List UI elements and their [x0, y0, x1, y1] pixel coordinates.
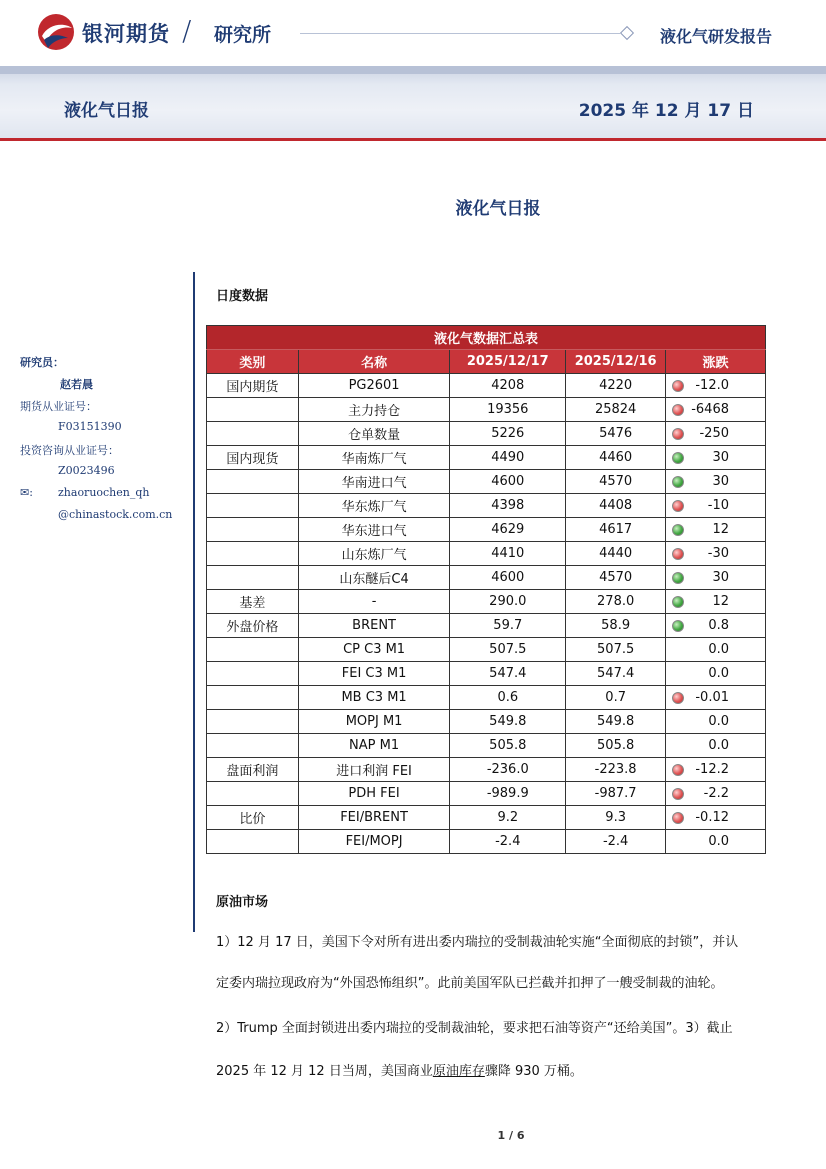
cell-name: MOPJ M1	[298, 710, 450, 734]
table-row	[207, 614, 766, 638]
paragraph-1-line-1: 1）12 月 17 日，美国下令对所有进出委内瑞拉的受制裁油轮实施“全面彻底的封锁”，并认	[216, 935, 739, 950]
green-dot-icon	[672, 524, 684, 536]
cell-change	[666, 374, 766, 398]
cell-value-previous: 547.4	[566, 662, 666, 686]
cell-category: 国内现货	[207, 446, 299, 470]
diamond-icon	[620, 26, 634, 40]
change-value: -12.2	[695, 762, 729, 777]
header-date-1: 2025/12/17	[450, 350, 566, 374]
cell-value-current: 5226	[450, 422, 566, 446]
futures-license: F03151390	[58, 420, 122, 433]
cell-value-current: -989.9	[450, 782, 566, 806]
cell-change	[666, 686, 766, 710]
change-value: -250	[699, 426, 729, 441]
green-dot-icon	[672, 476, 684, 488]
header-date-2: 2025/12/16	[566, 350, 666, 374]
change-value: -2.2	[703, 786, 729, 801]
cell-value-previous: 4570	[566, 566, 666, 590]
red-dot-icon	[672, 500, 684, 512]
cell-change	[666, 710, 766, 734]
cell-name: 山东醚后C4	[298, 566, 450, 590]
cell-value-previous: -223.8	[566, 758, 666, 782]
cell-name: MB C3 M1	[298, 686, 450, 710]
change-value: 12	[712, 594, 729, 609]
cell-name: BRENT	[298, 614, 450, 638]
paragraph-2-line-2-post: 骤降 930 万桶。	[484, 1064, 583, 1079]
cell-category	[207, 566, 299, 590]
cell-name: 华东炼厂气	[298, 494, 450, 518]
cell-name: 主力持仓	[298, 398, 450, 422]
cell-change	[666, 494, 766, 518]
cell-value-current: 4398	[450, 494, 566, 518]
cell-name: PG2601	[298, 374, 450, 398]
cell-value-current: 549.8	[450, 710, 566, 734]
cell-change	[666, 734, 766, 758]
cell-value-previous: 4570	[566, 470, 666, 494]
cell-value-previous: 4220	[566, 374, 666, 398]
cell-value-current: 4629	[450, 518, 566, 542]
red-dot-icon	[672, 764, 684, 776]
paragraph-2-line-2-pre: 2025 年 12 月 12 日当周，美国商业	[216, 1064, 433, 1079]
change-value: 30	[712, 474, 729, 489]
envelope-icon: ✉:	[20, 486, 33, 499]
change-value: 0.0	[708, 642, 729, 657]
green-dot-icon	[672, 596, 684, 608]
researcher-label: 研究员：	[20, 356, 64, 369]
change-value: 0.0	[708, 714, 729, 729]
table-row	[207, 758, 766, 782]
table-row	[207, 446, 766, 470]
cell-value-current: 59.7	[450, 614, 566, 638]
institute-name: 研究所	[214, 24, 272, 46]
page-number: 1 / 6	[497, 1129, 525, 1142]
cell-value-previous: 4617	[566, 518, 666, 542]
cell-category	[207, 830, 299, 854]
change-value: -12.0	[695, 378, 729, 393]
red-dot-icon	[672, 812, 684, 824]
cell-category	[207, 470, 299, 494]
galaxy-logo-icon	[36, 12, 76, 52]
cell-value-previous: 507.5	[566, 638, 666, 662]
red-dot-icon	[672, 380, 684, 392]
table-row	[207, 734, 766, 758]
cell-change	[666, 662, 766, 686]
cell-category	[207, 662, 299, 686]
table-row	[207, 806, 766, 830]
table-row	[207, 422, 766, 446]
cell-change	[666, 614, 766, 638]
lpg-summary-table	[206, 325, 766, 854]
consult-license: Z0023496	[58, 464, 115, 477]
band-title: 液化气日报	[64, 101, 149, 121]
cell-category	[207, 710, 299, 734]
cell-category	[207, 638, 299, 662]
red-dot-icon	[672, 428, 684, 440]
cell-value-previous: 505.8	[566, 734, 666, 758]
change-value: 0.8	[708, 618, 729, 633]
cell-change	[666, 422, 766, 446]
cell-value-previous: 4460	[566, 446, 666, 470]
cell-value-previous: 58.9	[566, 614, 666, 638]
cell-change	[666, 542, 766, 566]
cell-name: 进口利润 FEI	[298, 758, 450, 782]
cell-change	[666, 830, 766, 854]
table-row	[207, 398, 766, 422]
table-row	[207, 494, 766, 518]
section-heading-daily: 日度数据	[216, 289, 269, 304]
crude-inventory-link[interactable]: 原油库存	[432, 1064, 485, 1079]
cell-category: 盘面利润	[207, 758, 299, 782]
cell-name: CP C3 M1	[298, 638, 450, 662]
change-value: -6468	[691, 402, 729, 417]
header-name: 名称	[298, 350, 450, 374]
cell-category	[207, 542, 299, 566]
cell-name: FEI C3 M1	[298, 662, 450, 686]
researcher-name: 赵若晨	[60, 378, 93, 391]
cell-value-current: 547.4	[450, 662, 566, 686]
cell-value-previous: 5476	[566, 422, 666, 446]
cell-category	[207, 398, 299, 422]
cell-category	[207, 422, 299, 446]
cell-name: PDH FEI	[298, 782, 450, 806]
cell-change	[666, 782, 766, 806]
cell-change	[666, 470, 766, 494]
futures-license-label: 期货从业证号：	[20, 400, 97, 413]
lpg-summary-table-wrap	[206, 325, 766, 854]
cell-value-current: 290.0	[450, 590, 566, 614]
cell-category: 外盘价格	[207, 614, 299, 638]
cell-change	[666, 446, 766, 470]
cell-category	[207, 686, 299, 710]
consult-license-label: 投资咨询从业证号：	[20, 444, 119, 457]
cell-value-previous: 25824	[566, 398, 666, 422]
green-dot-icon	[672, 620, 684, 632]
cell-change	[666, 566, 766, 590]
cell-value-current: 4208	[450, 374, 566, 398]
cell-name: FEI/BRENT	[298, 806, 450, 830]
change-value: -30	[707, 546, 729, 561]
red-dot-icon	[672, 548, 684, 560]
band-top-stripe	[0, 66, 826, 74]
cell-value-previous: -987.7	[566, 782, 666, 806]
table-row	[207, 686, 766, 710]
email-line-2[interactable]: @chinastock.com.cn	[58, 508, 173, 521]
change-value: 30	[712, 570, 729, 585]
cell-value-current: 19356	[450, 398, 566, 422]
cell-change	[666, 518, 766, 542]
table-row	[207, 710, 766, 734]
cell-change	[666, 590, 766, 614]
report-type: 液化气研发报告	[659, 27, 772, 46]
cell-name: 仓单数量	[298, 422, 450, 446]
cell-category: 基差	[207, 590, 299, 614]
cell-category	[207, 494, 299, 518]
cell-category: 国内期货	[207, 374, 299, 398]
red-dot-icon	[672, 788, 684, 800]
header-rule	[300, 33, 620, 34]
red-dot-icon	[672, 692, 684, 704]
change-value: 0.0	[708, 834, 729, 849]
table-row	[207, 662, 766, 686]
cell-name: NAP M1	[298, 734, 450, 758]
table-row	[207, 590, 766, 614]
cell-change	[666, 758, 766, 782]
change-value: -10	[707, 498, 729, 513]
cell-name: 山东炼厂气	[298, 542, 450, 566]
cell-name: FEI/MOPJ	[298, 830, 450, 854]
cell-value-current: 4600	[450, 470, 566, 494]
red-dot-icon	[672, 404, 684, 416]
change-value: -0.01	[695, 690, 729, 705]
document-title: 液化气日报	[455, 199, 541, 219]
cell-name: -	[298, 590, 450, 614]
table-row	[207, 782, 766, 806]
table-row	[207, 830, 766, 854]
table-body	[207, 374, 766, 854]
table-row	[207, 542, 766, 566]
header-red-rule	[0, 138, 826, 141]
section-heading-crude: 原油市场	[216, 895, 269, 910]
cell-value-current: 4490	[450, 446, 566, 470]
green-dot-icon	[672, 452, 684, 464]
paragraph-2-line-2	[216, 1064, 781, 1080]
table-row	[207, 638, 766, 662]
cell-category	[207, 782, 299, 806]
change-value: 30	[712, 450, 729, 465]
cell-value-current: 507.5	[450, 638, 566, 662]
cell-value-current: 0.6	[450, 686, 566, 710]
cell-name: 华南进口气	[298, 470, 450, 494]
cell-value-previous: 0.7	[566, 686, 666, 710]
cell-value-current: -2.4	[450, 830, 566, 854]
green-dot-icon	[672, 572, 684, 584]
cell-change	[666, 638, 766, 662]
cell-category	[207, 518, 299, 542]
cell-change	[666, 398, 766, 422]
page-header	[0, 0, 826, 66]
change-value: 0.0	[708, 666, 729, 681]
cell-category: 比价	[207, 806, 299, 830]
table-row	[207, 374, 766, 398]
cell-value-previous: 549.8	[566, 710, 666, 734]
cell-value-current: 4410	[450, 542, 566, 566]
paragraph-1-line-2: 定委内瑞拉现政府为“外国恐怖组织”。此前美国军队已拦截并扣押了一艘受制裁的油轮。	[216, 976, 724, 991]
cell-value-current: 4600	[450, 566, 566, 590]
change-value: -0.12	[695, 810, 729, 825]
report-date: 2025 年 12 月 17 日	[578, 101, 754, 121]
cell-value-previous: -2.4	[566, 830, 666, 854]
table-row	[207, 518, 766, 542]
table-row	[207, 566, 766, 590]
header-category: 类别	[207, 350, 299, 374]
cell-name: 华南炼厂气	[298, 446, 450, 470]
change-value: 12	[712, 522, 729, 537]
email-line-1[interactable]: zhaoruochen_qh	[58, 486, 150, 499]
cell-value-previous: 278.0	[566, 590, 666, 614]
change-value: 0.0	[708, 738, 729, 753]
cell-value-previous: 9.3	[566, 806, 666, 830]
cell-category	[207, 734, 299, 758]
paragraph-2-line-1: 2）Trump 全面封锁进出委内瑞拉的受制裁油轮，要求把石油等资产“还给美国”。3）截止	[216, 1021, 733, 1036]
brand-name: 银河期货	[82, 22, 170, 46]
header-change: 涨跌	[666, 350, 766, 374]
cell-value-current: -236.0	[450, 758, 566, 782]
cell-name: 华东进口气	[298, 518, 450, 542]
table-row	[207, 470, 766, 494]
cell-value-previous: 4440	[566, 542, 666, 566]
cell-value-current: 505.8	[450, 734, 566, 758]
brand-divider: /	[182, 14, 192, 47]
cell-change	[666, 806, 766, 830]
table-title: 液化气数据汇总表	[207, 326, 766, 350]
cell-value-previous: 4408	[566, 494, 666, 518]
cell-value-current: 9.2	[450, 806, 566, 830]
sidebar-divider	[193, 272, 195, 932]
